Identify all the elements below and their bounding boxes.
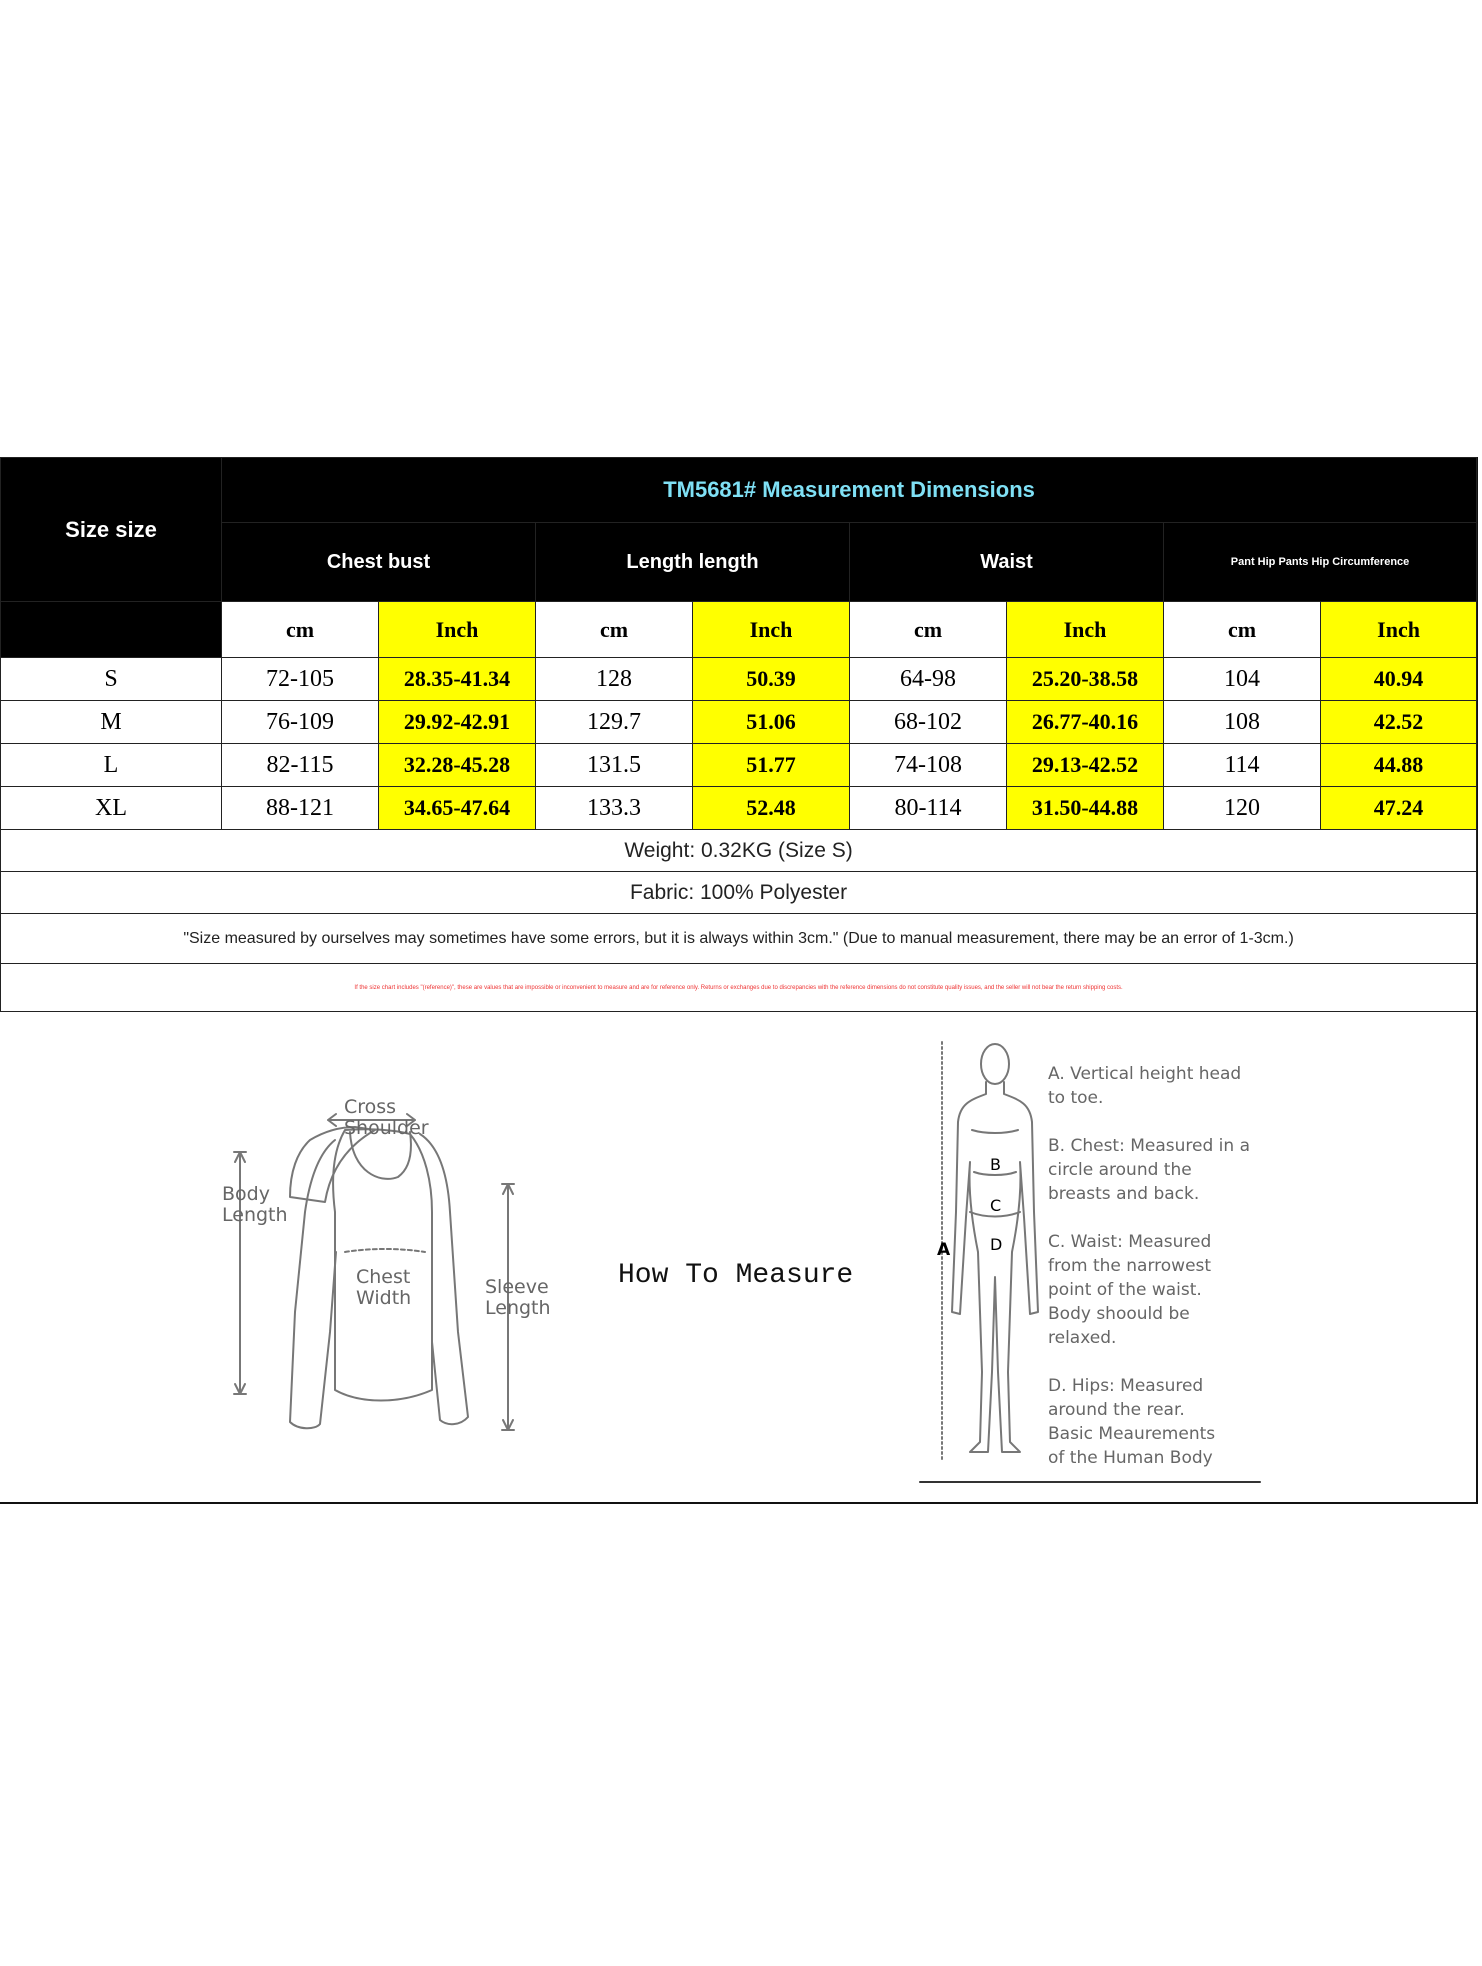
chest-width-label: Chest Width <box>356 1266 412 1309</box>
body-length-label: Body Length <box>222 1183 288 1226</box>
table-cell: 120 <box>1164 787 1321 830</box>
group-header-chest: Chest bust <box>222 523 536 602</box>
table-cell: 28.35-41.34 <box>379 658 536 701</box>
table-cell: 25.20-38.58 <box>1007 658 1164 701</box>
step-d: D. Hips: Measured around the rear. Basic Meaurements of the Human Body <box>1048 1376 1216 1468</box>
table-cell: 51.77 <box>693 744 850 787</box>
group-header-waist: Waist <box>850 523 1164 602</box>
unit-header: cm <box>536 602 693 658</box>
step-a: A. Vertical height head to toe. <box>1048 1064 1242 1108</box>
table-row <box>1 744 1477 787</box>
table-cell: 129.7 <box>536 701 693 744</box>
size-cell: M <box>1 701 222 744</box>
table-cell: 40.94 <box>1321 658 1477 701</box>
measurement-note: "Size measured by ourselves may sometimes have some errors, but it is always within 3cm." (Due to manual measurement, there may be an error of 1-3cm.) <box>1 914 1477 964</box>
unit-spacer <box>1 602 222 658</box>
table-cell: 68-102 <box>850 701 1007 744</box>
table-cell: 64-98 <box>850 658 1007 701</box>
step-c: C. Waist: Measured from the narrowest point of the waist. Body shoould be relaxed. <box>1048 1232 1212 1348</box>
step-b: B. Chest: Measured in a circle around the breasts and back. <box>1048 1136 1250 1204</box>
how-to-measure-guide <box>0 1012 1476 1502</box>
table-cell: 114 <box>1164 744 1321 787</box>
table-cell: 31.50-44.88 <box>1007 787 1164 830</box>
marker-a: A <box>937 1240 951 1260</box>
size-chart <box>0 457 1478 1504</box>
how-to-measure-heading: How To Measure <box>618 1260 854 1291</box>
table-cell: 133.3 <box>536 787 693 830</box>
unit-header: Inch <box>379 602 536 658</box>
group-header-length: Length length <box>536 523 850 602</box>
table-cell: 29.92-42.91 <box>379 701 536 744</box>
size-table <box>0 457 1477 1012</box>
table-cell: 76-109 <box>222 701 379 744</box>
unit-header: cm <box>1164 602 1321 658</box>
table-row <box>1 658 1477 701</box>
body-outline <box>952 1082 1038 1452</box>
table-title: TM5681# Measurement Dimensions <box>222 458 1477 523</box>
size-cell: L <box>1 744 222 787</box>
table-cell: 47.24 <box>1321 787 1477 830</box>
unit-header: Inch <box>693 602 850 658</box>
table-cell: 128 <box>536 658 693 701</box>
table-cell: 26.77-40.16 <box>1007 701 1164 744</box>
unit-header: Inch <box>1007 602 1164 658</box>
table-cell: 104 <box>1164 658 1321 701</box>
table-row <box>1 787 1477 830</box>
unit-header: Inch <box>1321 602 1477 658</box>
table-cell: 74-108 <box>850 744 1007 787</box>
table-cell: 51.06 <box>693 701 850 744</box>
garment-neckline <box>350 1132 411 1179</box>
fine-print: If the size chart includes "(reference)", these are values that are impossible or inconvenient to measure and are for reference only. Returns or exchanges due to discrepancies with the reference dimensions do not constitute quality issues, and the seller will not bear the return shipping costs. <box>1 964 1477 1012</box>
table-row <box>1 701 1477 744</box>
garment-body <box>333 1129 432 1400</box>
marker-b: B <box>990 1155 1001 1174</box>
table-cell: 131.5 <box>536 744 693 787</box>
measure-steps <box>1048 1062 1288 1494</box>
table-cell: 50.39 <box>693 658 850 701</box>
unit-header: cm <box>222 602 379 658</box>
chest-outline <box>345 1249 425 1252</box>
table-cell: 88-121 <box>222 787 379 830</box>
table-cell: 80-114 <box>850 787 1007 830</box>
size-cell: XL <box>1 787 222 830</box>
table-cell: 44.88 <box>1321 744 1477 787</box>
size-header: Size size <box>1 458 222 602</box>
table-cell: 52.48 <box>693 787 850 830</box>
marker-c: C <box>990 1196 1002 1215</box>
table-cell: 82-115 <box>222 744 379 787</box>
fabric-info: Fabric: 100% Polyester <box>1 872 1477 914</box>
marker-d: D <box>990 1235 1003 1254</box>
garment-diagram <box>0 1012 620 1502</box>
chest-band <box>972 1130 1018 1133</box>
sleeve-length-label: Sleeve Length <box>485 1276 551 1319</box>
weight-info: Weight: 0.32KG (Size S) <box>1 830 1477 872</box>
body-head <box>981 1044 1009 1084</box>
table-cell: 42.52 <box>1321 701 1477 744</box>
table-cell: 29.13-42.52 <box>1007 744 1164 787</box>
table-cell: 32.28-45.28 <box>379 744 536 787</box>
group-header-hip: Pant Hip Pants Hip Circumference <box>1164 523 1477 602</box>
unit-header: cm <box>850 602 1007 658</box>
table-cell: 72-105 <box>222 658 379 701</box>
cross-shoulder-label: Cross Shoulder <box>344 1096 429 1139</box>
table-cell: 34.65-47.64 <box>379 787 536 830</box>
size-cell: S <box>1 658 222 701</box>
table-cell: 108 <box>1164 701 1321 744</box>
garment-right-sleeve <box>420 1134 468 1424</box>
